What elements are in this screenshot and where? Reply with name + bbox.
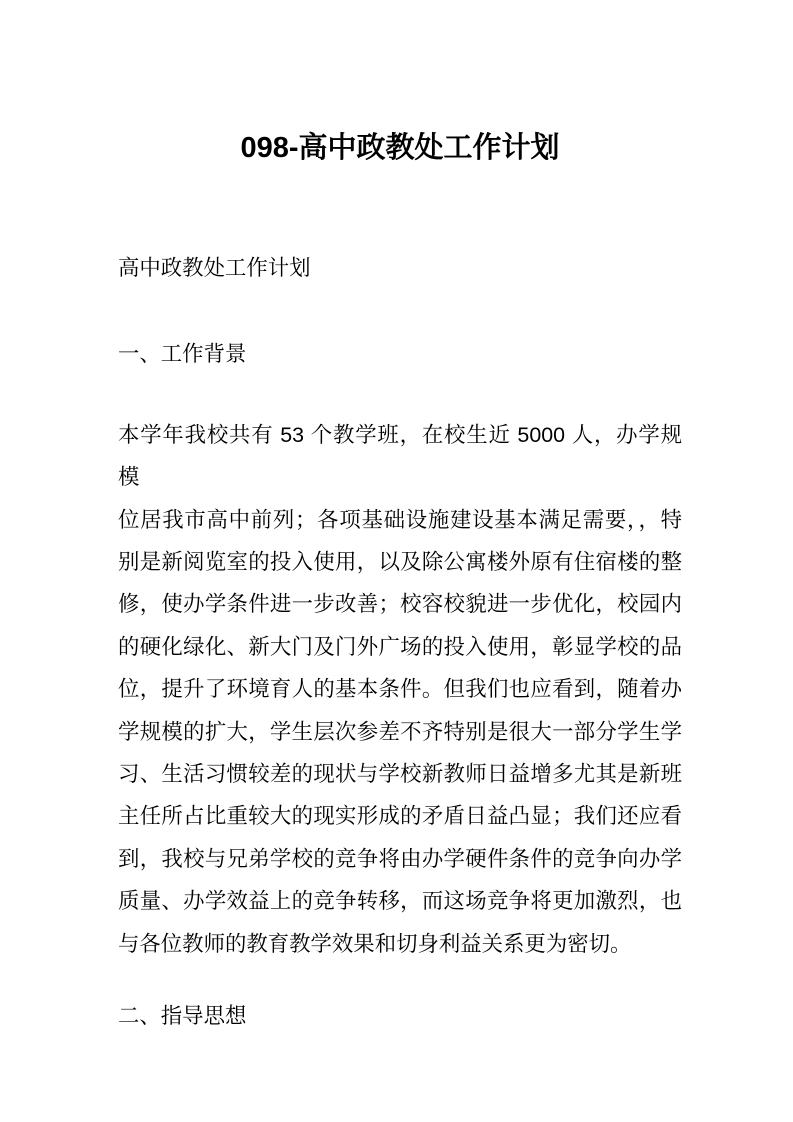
paragraph-line: 位居我市高中前列；各项基础设施建设基本满足需要，，特 [118, 507, 682, 532]
body-paragraph [118, 414, 682, 965]
paragraph-line: 别是新阅览室的投入使用，以及除公寓楼外原有住宿楼的整 [118, 550, 682, 575]
paragraph-line: 学规模的扩大，学生层次参差不齐特别是很大一部分学生学 [118, 719, 682, 744]
document-title: 098-高中政教处工作计划 [240, 132, 560, 164]
paragraph-line: 与各位教师的教育教学效果和切身利益关系更为密切。 [118, 931, 632, 956]
paragraph-line: 位，提升了环境育人的基本条件。但我们也应看到，随着办 [118, 677, 682, 702]
document-subtitle: 高中政教处工作计划 [118, 256, 311, 280]
paragraph-line: 修，使办学条件进一步改善；校容校貌进一步优化，校园内 [118, 592, 682, 617]
section-heading-work-background: 一、工作背景 [118, 342, 247, 367]
section-heading-guiding-ideology: 二、指导思想 [118, 1004, 247, 1029]
paragraph-line: 主任所占比重较大的现实形成的矛盾日益凸显；我们还应看 [118, 804, 682, 829]
paragraph-line: 到，我校与兄弟学校的竞争将由办学硬件条件的竞争向办学 [118, 846, 682, 871]
paragraph-line: 习、生活习惯较差的现状与学校新教师日益增多尤其是新班 [118, 762, 682, 787]
paragraph-line: 质量、办学效益上的竞争转移，而这场竞争将更加激烈，也 [118, 889, 682, 914]
paragraph-line: 本学年我校共有 53 个教学班，在校生近 5000 人，办学规模 [118, 422, 682, 490]
paragraph-line: 的硬化绿化、新大门及门外广场的投入使用，彰显学校的品 [118, 634, 682, 659]
